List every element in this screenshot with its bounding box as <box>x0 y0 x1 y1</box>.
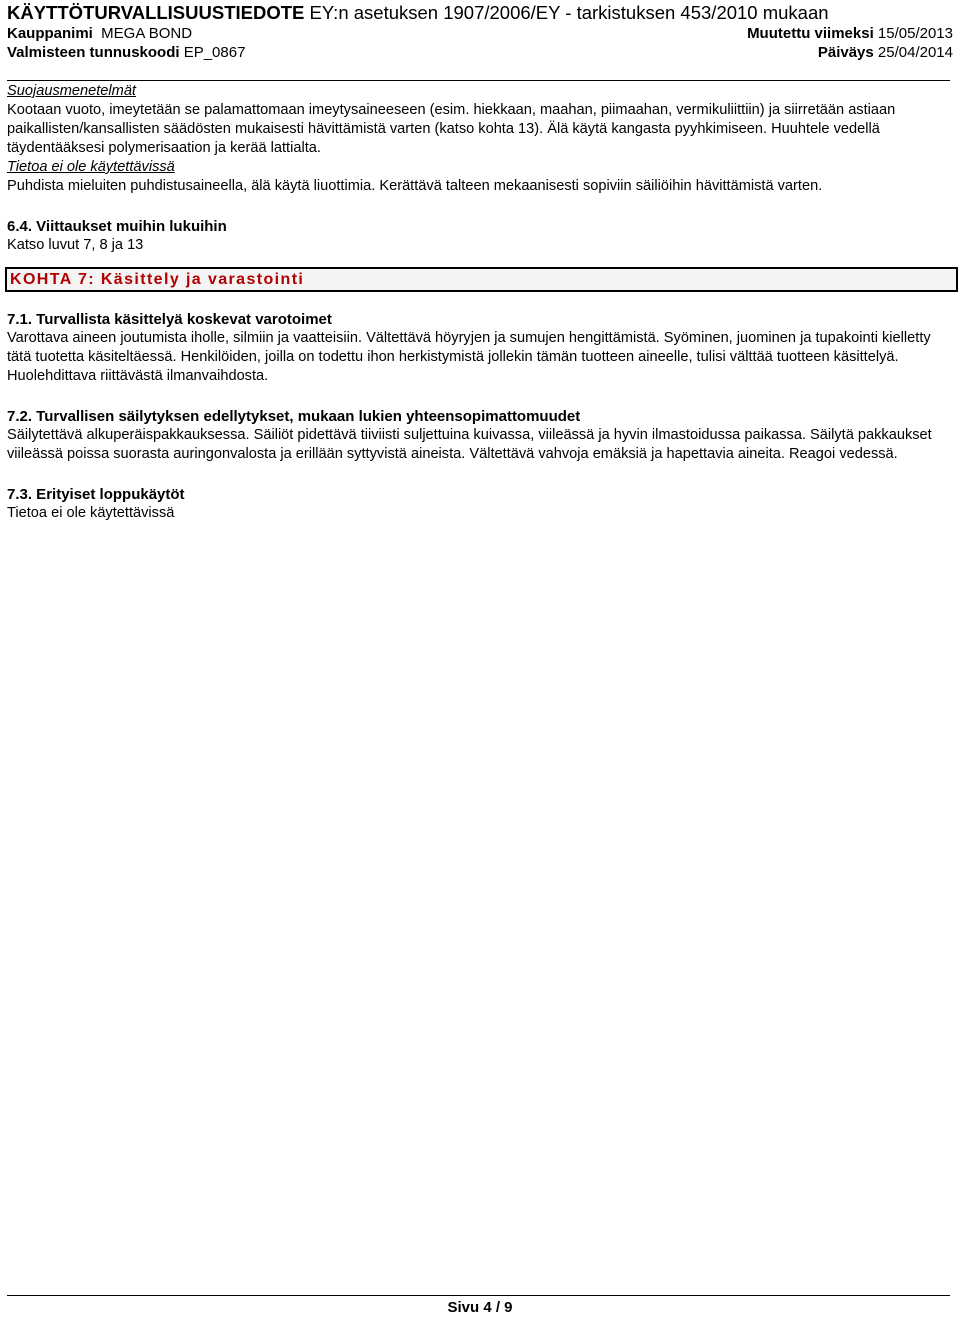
header-row-2 <box>7 43 953 62</box>
section-7-3-text: Tietoa ei ole käytettävissä <box>7 505 175 521</box>
spacer <box>7 255 953 267</box>
section-7-title: KOHTA 7: Käsittely ja varastointi <box>10 270 305 288</box>
trade-name <box>7 24 192 43</box>
document-title <box>7 2 953 24</box>
section-7-2-text: Säilytettävä alkuperäispakkauksessa. Säiliöt pidettävä tiiviisti suljettuina kuivassa, viileässä ja hyvin ilmastoidussa paikassa. Säilytä pakkaukset viileässä poissa suorasta auringonvalosta ja erillään syttyvistä aineista. Vältettävä vahvoja emäksiä ja hapettavia aineita. Reagoi vedessä. <box>7 427 932 462</box>
document-title-main: KÄYTTÖTURVALLISUUSTIEDOTE <box>7 2 305 23</box>
issue-date-label: Päiväys <box>817 44 874 61</box>
protection-methods-heading: Suojausmenetelmät <box>7 83 136 99</box>
product-code <box>7 43 245 62</box>
document-header <box>7 2 953 62</box>
product-code-label: Valmisteen tunnuskoodi <box>7 44 180 61</box>
issue-date <box>818 43 953 62</box>
protection-methods-text: Kootaan vuoto, imeytetään se palamattomaan imeytysaineeseen (esim. hiekkaan, maahan, piimaahan, vermikuliittiin) ja siirretään astiaan paikallisten/kansallisten säädösten mukaisesti hävittämistä varten (katso kohta 13). Älä käytä kangasta pyyhkimiseen. Huuhtele vedellä täydentääksesi polymerisaation ja kerää lattialta. <box>7 102 896 156</box>
spacer <box>7 196 953 217</box>
cleaning-text: Puhdista mieluiten puhdistusaineella, älä käytä liuottimia. Kerättävä talteen mekaanisesti sopiviin säiliöihin hävittämistä varten. <box>7 178 823 194</box>
references-text: Katso luvut 7, 8 ja 13 <box>7 237 144 253</box>
issue-date-value: 25/04/2014 <box>873 44 953 61</box>
trade-name-label: Kauppanimi <box>7 25 93 42</box>
section-7-1-heading: 7.1. Turvallista käsittelyä koskevat varotoimet <box>7 311 332 328</box>
references-heading: 6.4. Viittaukset muihin lukuihin <box>7 218 227 235</box>
section-7-1-text: Varottava aineen joutumista iholle, silmiin ja vaatteisiin. Vältettävä höyryjen ja sumujen hengittämistä. Syöminen, juominen ja tupakointi kielletty tätä tuotetta käsiteltäessä. Henkilöiden, joilla on todettu ihon herkistymistä jollekin tämän tuotteen aineelle, tulisi välttää tuotteen käsittelyä. Huolehdittava riittävästä ilmanvaihdosta. <box>7 330 931 384</box>
spacer <box>7 464 953 485</box>
spacer <box>7 386 953 407</box>
modified-date <box>747 24 953 43</box>
header-row-1 <box>7 24 953 43</box>
trade-name-value: MEGA BOND <box>92 25 193 42</box>
modified-date-value: 15/05/2013 <box>873 25 953 42</box>
section-7-banner <box>5 267 958 292</box>
section-7-3-heading: 7.3. Erityiset loppukäytöt <box>7 486 185 503</box>
modified-date-label: Muutettu viimeksi <box>747 25 874 42</box>
page-number: Sivu 4 / 9 <box>447 1299 513 1316</box>
spacer <box>7 292 953 310</box>
header-divider <box>7 80 950 81</box>
document-body <box>7 82 953 523</box>
product-code-value: EP_0867 <box>179 44 246 61</box>
document-title-regulation: EY:n asetuksen 1907/2006/EY - tarkistuksen 453/2010 mukaan <box>304 2 829 23</box>
no-information-heading: Tietoa ei ole käytettävissä <box>7 159 175 175</box>
section-7-2-heading: 7.2. Turvallisen säilytyksen edellytykset, mukaan lukien yhteensopimattomuudet <box>7 408 581 425</box>
footer-divider <box>7 1295 950 1296</box>
